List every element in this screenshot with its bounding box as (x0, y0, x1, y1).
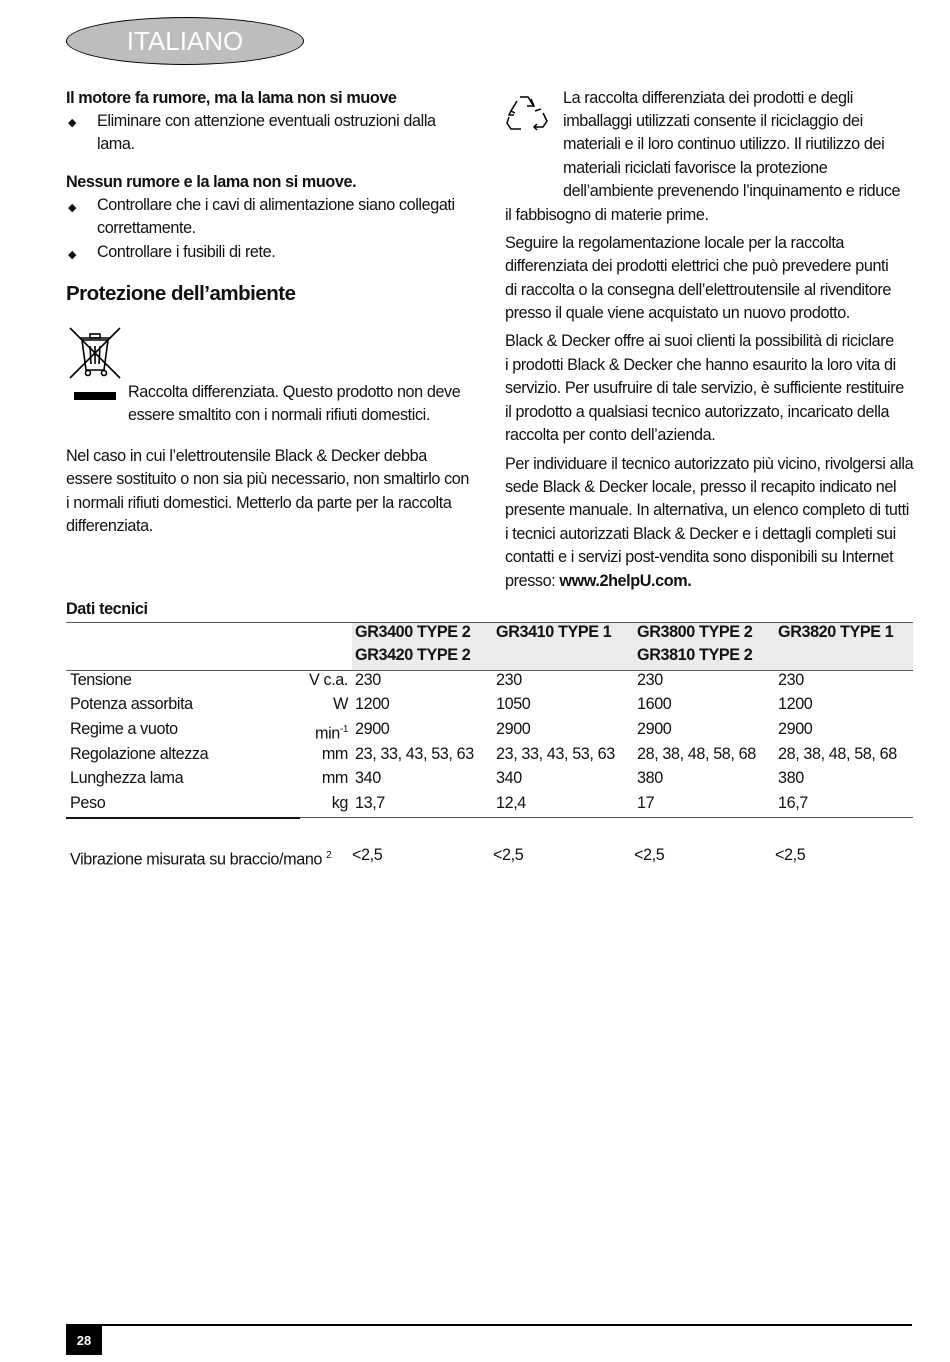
row-label: Lunghezza lama (70, 769, 184, 787)
row-value: 380 (778, 769, 804, 787)
row-value: 23, 33, 43, 53, 63 (355, 745, 474, 763)
disposal-line4: differenziata. (66, 517, 153, 535)
row-unit: V c.a. (309, 671, 348, 689)
recycle-line1: La raccolta differenziata dei prodotti e degli (563, 89, 853, 107)
problem1-title: Il motore fa rumore, ma la lama non si muove (66, 89, 397, 107)
col3-header-line2: GR3810 TYPE 2 (637, 646, 753, 664)
row-value: 12,4 (496, 794, 526, 812)
recycle-line4: materiali riciclati favorisce la protezione (563, 159, 828, 177)
row-value: 2900 (637, 720, 672, 738)
row-label: Tensione (70, 671, 132, 689)
disposal-line3: i normali rifiuti domestici. Metterlo da parte per la raccolta (66, 494, 452, 512)
page-number: 28 (66, 1325, 102, 1355)
recycle-line3: materiali e il loro continuo utilizzo. Il riutilizzo dei (563, 135, 885, 153)
col1-header-line2: GR3420 TYPE 2 (355, 646, 471, 664)
row-label: Regolazione altezza (70, 745, 209, 763)
regulation-line4: presso il quale viene acquistato un nuovo prodotto. (505, 304, 850, 322)
service-line5: raccolta per conto dell’azienda. (505, 426, 716, 444)
regulation-line2: differenziata dei prodotti elettrici che può prevedere punti (505, 257, 889, 275)
row-value: 1200 (778, 695, 813, 713)
col3-header-line1: GR3800 TYPE 2 (637, 623, 753, 641)
service-line3: servizio. Per usufruire di tale servizio, è sufficiente restituire (505, 379, 904, 397)
row-value: 1200 (355, 695, 390, 713)
website-link[interactable]: www.2helpU.com. (559, 572, 692, 590)
row-value: 340 (355, 769, 381, 787)
bullet-diamond-icon: ◆ (68, 249, 77, 261)
col1-header-line1: GR3400 TYPE 2 (355, 623, 471, 641)
bullet-diamond-icon: ◆ (68, 202, 77, 214)
footer-rule (66, 1324, 912, 1326)
problem2-title: Nessun rumore e la lama non si muove. (66, 173, 357, 191)
locate-line4: i tecnici autorizzati Black & Decker e i dettagli completi sui (505, 525, 896, 543)
row-value: 2900 (496, 720, 531, 738)
env-heading: Protezione dell’ambiente (66, 282, 296, 305)
problem1-line2: lama. (97, 135, 135, 153)
row-value: 1600 (637, 695, 672, 713)
locate-line6 (505, 570, 691, 593)
problem1-line1: Eliminare con attenzione eventuali ostruzioni dalla (97, 112, 436, 130)
weee-bin-icon (68, 326, 122, 402)
recycle-icon (505, 93, 549, 133)
locate-line1: Per individuare il tecnico autorizzato più vicino, rivolgersi alla (505, 455, 914, 473)
row-value: 23, 33, 43, 53, 63 (496, 745, 615, 763)
vibration-label (70, 844, 331, 871)
row-value: 28, 38, 48, 58, 68 (637, 745, 756, 763)
row-unit: mm (321, 769, 348, 787)
row-value: 230 (355, 671, 381, 689)
disposal-line1: Nel caso in cui l’elettroutensile Black & Decker debba (66, 447, 427, 465)
col4-header-line1: GR3820 TYPE 1 (778, 623, 894, 641)
problem2-bullet2: Controllare i fusibili di rete. (97, 243, 276, 261)
unit-text: min (315, 724, 340, 743)
vibration-value: <2,5 (775, 846, 806, 864)
vibration-text: Vibrazione misurata su braccio/mano (70, 850, 323, 869)
col2-header-line1: GR3410 TYPE 1 (496, 623, 612, 641)
row-unit: kg (331, 794, 348, 812)
row-value: 230 (778, 671, 804, 689)
locate-line5: contatti e i servizi post-vendita sono disponibili su Internet (505, 548, 894, 566)
service-line1: Black & Decker offre ai suoi clienti la possibilità di riciclare (505, 332, 894, 350)
locate-prefix: presso: (505, 572, 560, 590)
vibration-value: <2,5 (493, 846, 524, 864)
specs-title: Dati tecnici (66, 600, 148, 618)
locate-line3: presente manuale. In alternativa, un elenco completo di tutti (505, 501, 909, 519)
recycle-line5: dell’ambiente prevenendo l’inquinamento e riduce (563, 182, 901, 200)
row-value: 380 (637, 769, 663, 787)
row-value: 2900 (355, 720, 390, 738)
language-badge (66, 17, 304, 65)
regulation-line3: di raccolta o la consegna dell’elettroutensile al rivenditore (505, 281, 891, 299)
row-value: 230 (496, 671, 522, 689)
service-line4: il prodotto a qualsiasi tecnico autorizzato, incaricato della (505, 403, 890, 421)
row-unit: mm (321, 745, 348, 763)
weee-line2: essere smaltito con i normali rifiuti domestici. (128, 406, 430, 424)
row-value: 2900 (778, 720, 813, 738)
row-value: 230 (637, 671, 663, 689)
row-value: 16,7 (778, 794, 808, 812)
row-label: Potenza assorbita (70, 695, 193, 713)
bullet-diamond-icon: ◆ (68, 117, 77, 129)
vibration-value: <2,5 (634, 846, 665, 864)
weee-line1: Raccolta differenziata. Questo prodotto non deve (128, 383, 461, 401)
row-unit (268, 718, 348, 745)
recycle-line6: il fabbisogno di materie prime. (505, 206, 709, 224)
service-line2: i prodotti Black & Decker che hanno esaurito la loro vita di (505, 356, 896, 374)
regulation-line1: Seguire la regolamentazione locale per la raccolta (505, 234, 845, 252)
problem2-bullet1-line2: correttamente. (97, 219, 196, 237)
row-value: 340 (496, 769, 522, 787)
row-unit: W (333, 695, 348, 713)
row-label: Peso (70, 794, 106, 812)
row-value: 17 (637, 794, 655, 812)
unit-sup: -1 (339, 724, 348, 735)
row-value: 1050 (496, 695, 531, 713)
disposal-line2: essere sostituito o non sia più necessario, non smaltirlo con (66, 470, 469, 488)
locate-line2: sede Black & Decker locale, presso il recapito indicato nel (505, 478, 897, 496)
row-value: 13,7 (355, 794, 385, 812)
table-bottom-rule-left (66, 817, 300, 819)
recycle-line2: imballaggi utilizzati consente il riciclaggio dei (563, 112, 863, 130)
vibration-value: <2,5 (352, 846, 383, 864)
table-bottom-rule-right (300, 817, 913, 818)
row-value: 28, 38, 48, 58, 68 (778, 745, 897, 763)
language-label: ITALIANO (126, 25, 244, 56)
row-label: Regime a vuoto (70, 720, 178, 738)
problem2-bullet1-line1: Controllare che i cavi di alimentazione siano collegati (97, 196, 455, 214)
vibration-sup: 2 (326, 850, 332, 861)
